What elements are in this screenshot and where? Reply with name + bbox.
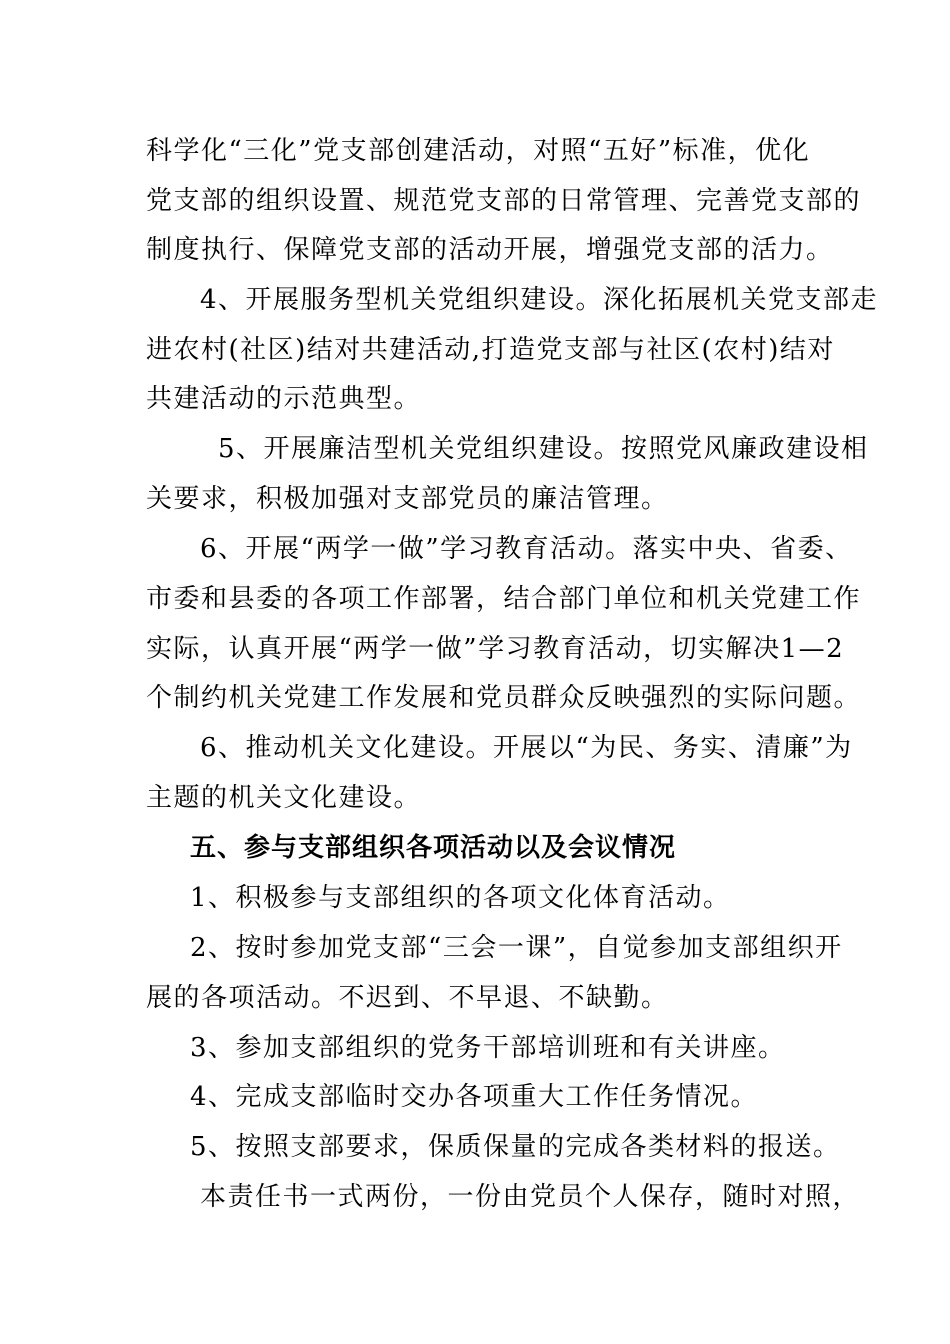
text-line-2: 党支部的组织设置、规范党支部的日常管理、完善党支部的 — [146, 186, 862, 216]
text-line-17: 2、按时参加党支部“三会一课”，自觉参加支部组织开 — [190, 933, 843, 963]
text-line-8: 关要求，积极加强对支部党员的廉洁管理。 — [146, 484, 669, 514]
text-line-20: 4、完成支部临时交办各项重大工作任务情况。 — [190, 1082, 759, 1112]
text-line-14: 主题的机关文化建设。 — [146, 783, 422, 813]
text-line-16: 1、积极参与支部组织的各项文化体育活动。 — [190, 883, 731, 913]
text-line-4: 4、开展服务型机关党组织建设。深化拓展机关党支部走 — [200, 285, 879, 315]
text-line-19: 3、参加支部组织的党务干部培训班和有关讲座。 — [190, 1033, 786, 1063]
text-line-6: 共建活动的示范典型。 — [146, 384, 422, 414]
text-line-11: 实际，认真开展“两学一做”学习教育活动，切实解决1—2 — [146, 634, 845, 664]
text-line-22: 本责任书一式两份，一份由党员个人保存，随时对照， — [200, 1182, 861, 1212]
section-heading: 五、参与支部组织各项活动以及会议情况 — [190, 833, 677, 863]
text-line-7: 5、开展廉洁型机关党组织建设。按照党风廉政建设相 — [218, 434, 869, 464]
text-line-5: 进农村(社区)结对共建活动,打造党支部与社区(农村)结对 — [146, 335, 835, 365]
text-line-10: 市委和县委的各项工作部署，结合部门单位和机关党建工作 — [146, 584, 862, 614]
text-line-1: 科学化“三化”党支部创建活动，对照“五好”标准，优化 — [146, 136, 811, 166]
text-line-18: 展的各项活动。不迟到、不早退、不缺勤。 — [146, 983, 669, 1013]
text-line-21: 5、按照支部要求，保质保量的完成各类材料的报送。 — [190, 1132, 841, 1162]
text-line-9: 6、开展“两学一做”学习教育活动。落实中央、省委、 — [200, 534, 853, 564]
text-line-12: 个制约机关党建工作发展和党员群众反映强烈的实际问题。 — [146, 683, 862, 713]
text-line-13: 6、推动机关文化建设。开展以“为民、务实、清廉”为 — [200, 733, 853, 763]
text-line-3: 制度执行、保障党支部的活动开展，增强党支部的活力。 — [146, 235, 834, 265]
